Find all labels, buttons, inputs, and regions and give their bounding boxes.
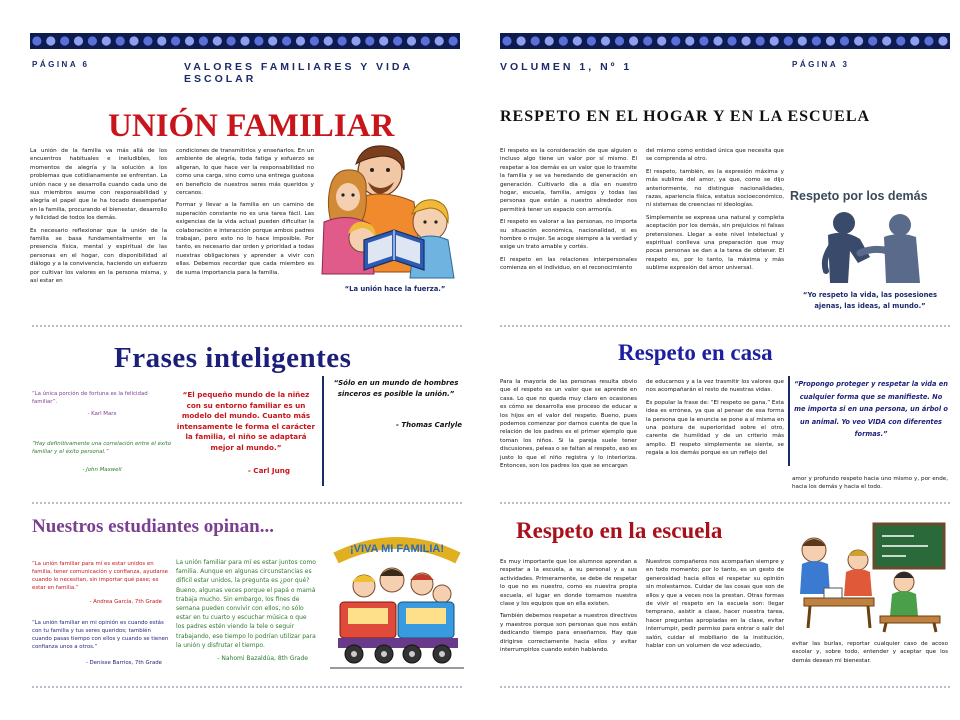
hogar-col2-paragraph: del mismo como entidad única que necesita que se comprenda al otro. [646, 148, 784, 163]
union-column-1 [30, 147, 167, 290]
section-divider [500, 502, 950, 504]
section-divider [500, 686, 950, 688]
union-col2-paragraph: Formar y llevar a la familia en un camino de superación constante no es una tarea fácil. Las exigencias de la vida actual pueden dificultar la colaboración e interacción porque ambos padres trabajan, pero esto no lo hace imposible. Por tanto, es necesario dar orden y prioridad a todas nuestras obligaciones y aprender a vivir con ellas. Debemos recordar que cada miembro es de suma importancia para la familia. [176, 202, 314, 276]
decorative-dots-bar [30, 33, 460, 49]
banner-text: ¡VIVA MI FAMILIA! [349, 543, 445, 555]
decorative-dot [157, 36, 166, 45]
casa-col1-paragraph: Para la mayoría de las personas resulta obvio que el respeto es un valor que se aprende en casa. Lo que no queda muy claro en ocasiones es cómo se desarrolla ese proceso de educar a los hijos en el valor del respeto. Bueno, pues podemos comenzar por darnos cuenta de que la relación de los padres es el primer ejemplo que toman los niños. Si la pareja suele tener discusiones, peleas o se faltan al respeto, eso es justo lo que el niño registra y lo interioriza. Entonces, son los padres los que se encargan [500, 379, 637, 470]
decorative-dot [449, 36, 458, 45]
decorative-dot [282, 36, 291, 45]
decorative-dot [60, 36, 69, 45]
decorative-dot [379, 36, 388, 45]
quote-author: - Karl Marx [87, 411, 117, 417]
quote-author: - Thomas Carlyle [396, 421, 462, 429]
decorative-dot [338, 36, 347, 45]
casa-column-2 [646, 378, 784, 462]
decorative-dot [185, 36, 194, 45]
escuela-col1-paragraph: Es muy importante que los alumnos aprendan a respetar a la escuela, a su personal y a sus actividades. Primeramente, se debe de respetar lo que no es nuestro, como es nuestra propia escuela, el lugar en donde tomamos nuestra clase y los equipos que en ella existen. [500, 559, 637, 608]
decorative-dot [573, 36, 582, 45]
decorative-dot [32, 36, 41, 45]
decorative-dot [629, 36, 638, 45]
decorative-dot [502, 36, 511, 45]
opinion-author: - Andrea García, 7th Grade [89, 599, 162, 605]
decorative-dot [143, 36, 152, 45]
casa-col2-paragraph: Es popular la frase de: “El respeto se gana.” Esta idea es errónea, ya que al pensar de esa forma la persona que la enuncia se pone a sí misma en una postura de superioridad sobre el otro, carente de humildad y de un criterio más amplio. El respeto simplemente se siente, se regala a los demás porque es un reflejo del [646, 399, 784, 457]
decorative-dot [840, 36, 849, 45]
decorative-dot [882, 36, 891, 45]
casa-pull-quote: “Propongo proteger y respetar la vida en cualquier forma que se manifieste. No me importa si en una persona, un árbol o un animal. Yo veo VIDA con diferentes formas.” [794, 380, 948, 439]
vertical-rule [322, 376, 324, 486]
section-divider [32, 325, 462, 327]
decorative-dot [770, 36, 779, 45]
quote-author: - John Maxwell [82, 467, 122, 473]
decorative-dot [74, 36, 83, 45]
decorative-dot [324, 36, 333, 45]
decorative-dot [199, 36, 208, 45]
decorative-dot [545, 36, 554, 45]
hogar-caption: “Yo respeto la vida, las posesiones ajenas, las ideas, al mundo.” [802, 291, 938, 310]
opinion-text: “La unión familiar para mí es estar unidos en familia, tener comunicación y confianza, ayudarse cuando lo necesitan, sin importar qué pase; es estar en familia.” [32, 561, 169, 591]
decorative-dot [240, 36, 249, 45]
union-familiar-title: UNIÓN FAMILIAR [108, 108, 395, 144]
decorative-dot [310, 36, 319, 45]
escuela-column-1 [500, 558, 637, 658]
vertical-rule [788, 376, 790, 466]
decorative-dot [615, 36, 624, 45]
decorative-dot [896, 36, 905, 45]
hogar-col1-paragraph: El respeto es la consideración de que alguien o incluso algo tiene un valor por sí mismo. El respetar a los demás es un valor que lo trasmite la familia y se va heredando de generación en generación. Cultivarlo día a día en nuestro hogar, escuela, familia, amigos y todas las personas que están a nuestro alrededor nos permitirá tener un espacio con armonía. [500, 148, 637, 213]
decorative-dot [713, 36, 722, 45]
left-page [0, 0, 472, 720]
decorative-dot [854, 36, 863, 45]
section-divider [32, 686, 462, 688]
quote-carl-jung [176, 390, 316, 476]
decorative-dot [784, 36, 793, 45]
decorative-dot [868, 36, 877, 45]
quote-john-maxwell [32, 440, 172, 474]
decorative-dot [812, 36, 821, 45]
hogar-col2-paragraph: El respeto, también, es la expresión máxima y más sublime del amor, ya que, como se dijo anteriormente, no distingue nacionalidades, razas, apariencia física, estatus socioeconómico, ni sistemas de creencias ni ideologías. [646, 168, 784, 209]
quote-karl-marx [32, 390, 172, 418]
page-gutter [472, 0, 488, 720]
union-column-2 [176, 147, 314, 281]
section-divider [32, 502, 462, 504]
decorative-dot [213, 36, 222, 45]
respeto-casa-title: Respeto en casa [618, 340, 773, 365]
family-reading-illustration [318, 142, 464, 282]
section-divider [500, 325, 950, 327]
decorative-dot [365, 36, 374, 45]
decorative-dot [587, 36, 596, 45]
decorative-dot [559, 36, 568, 45]
decorative-dot [351, 36, 360, 45]
decorative-dot [296, 36, 305, 45]
decorative-dot [531, 36, 540, 45]
casa-column-3 [792, 475, 948, 496]
union-col2-paragraph: condiciones de transmitirlos y enseñarlos. En un ambiente de alegría, toda fatiga y esfuerzo se aligeran, lo que hace ver la responsabilidad no como una carga, sino como una entrega gustosa en beneficio de nuestros seres más queridos y cercanos. [176, 148, 314, 197]
decorative-dot [685, 36, 694, 45]
hogar-col2-paragraph: Simplemente se expresa una natural y completa aceptación por los demás, sin prejuicios ni falsas pretensiones. Llegar a este nivel intelectual y espiritual conlleva una preparación que muy pocas personas se dan a la tarea de obtener. El respeto es, por lo tanto, la máxima y más sublime expresión del amor universal. [646, 214, 784, 272]
escuela-column-2 [646, 558, 784, 654]
union-caption: “La unión hace la fuerza.” [344, 285, 446, 293]
opinion-text: “La unión familiar en mi opinión es cuando estás con tu familia y tus seres queridos; también cuando pasas tiempo con ellos y cuando se tienen confianza unos a otros.” [32, 620, 169, 650]
escuela-col3-paragraph: evitar las burlas, reportar cualquier caso de acoso escolar y, sobre todo, entender y aceptar que los demás desean mi bienestar. [792, 641, 948, 664]
decorative-dot [268, 36, 277, 45]
viva-mi-familia-illustration [330, 528, 464, 678]
decorative-dots-bar [500, 33, 950, 49]
decorative-dot [938, 36, 947, 45]
respeto-escuela-title: Respeto en la escuela [516, 518, 723, 543]
page-number-left: PÁGINA 6 [32, 60, 90, 69]
decorative-dot [393, 36, 402, 45]
opinion-text: La unión familiar para mí es estar juntos como familia. Aunque en algunas circunstancias es difícil estar unidos, la pregunta es ¿por qué? Bueno, algunas veces porque el papá o mamá trabaja mucho. Sin embargo, los fines de semana pueden convivir con ellos, no sólo estar en tu cuarto y escuchar música o que los padres estén viendo la tele o seguir trabajando, ese tiempo lo podrían utilizar para la unión y disfrutar el tiempo. [176, 559, 316, 649]
student-opinion-denisse [32, 619, 172, 667]
decorative-dot [699, 36, 708, 45]
decorative-dot [826, 36, 835, 45]
decorative-dot [46, 36, 55, 45]
quote-text: “Sólo en un mundo de hombres sinceros es posible la unión.” [333, 379, 459, 398]
decorative-dot [742, 36, 751, 45]
volume-header: VOLUMEN 1, Nº 1 [500, 61, 633, 73]
frases-title: Frases inteligentes [114, 342, 352, 374]
quote-thomas-carlyle [330, 378, 462, 431]
decorative-dot [171, 36, 180, 45]
union-col1-paragraph: La unión de la familia va más allá de los encuentros habituales e ineludibles, los momentos de alegría y la solución a los problemas que cotidianamente se enfrentan. La unión nace y se desarrolla cuando cada uno de sus miembros asume con responsabilidad y alegría el papel que le ha tocado desempeñar en la familia, procurando el bienestar, desarrollo y felicidad de todos los demás. [30, 148, 167, 222]
casa-col3-paragraph: amor y profundo respeto hacia uno mismo y, por ende, hacia los demás y hacia el todo. [792, 476, 948, 491]
right-page [488, 0, 960, 720]
decorative-dot [924, 36, 933, 45]
respeto-hogar-title: RESPETO EN EL HOGAR Y EN LA ESCUELA [500, 108, 871, 125]
decorative-dot [756, 36, 765, 45]
union-col1-paragraph: Es necesario reflexionar que la unión de la familia se basa fundamentalmente en la presencia física, mental y espiritual de las personas en el hogar, con disponibilidad al diálogo y a la convivencia, haciendo un esfuerzo por cultivar los valores en la persona misma, y así estar en [30, 227, 167, 285]
page-number-right: PÁGINA 3 [792, 60, 850, 69]
escuela-col2-paragraph: Nuestros compañeros nos acompañan siempre y en todo momento; por lo tanto, es un gesto de generosidad hacia ellos el respetar su opinión sin molestarnos. Cuidar de las cosas que son de ellos y que a veces nos la prestan. Otras formas de vivir el respeto en la escuela son: llegar temprano, asistir a clase, hacer nuestra tarea, hacer preguntas apropiadas en la clase, evitar interrumpir, pedir permiso para entrar o salir del salón, cuidar el mobiliario de la institución, hablar con un volumen de voz adecuado, [646, 559, 784, 650]
decorative-dot [227, 36, 236, 45]
casa-col2-paragraph: de educarnos y a la vez trasmitir los valores que nos acompañarán el resto de nuestras vidas. [646, 379, 784, 394]
quote-text: “Hay definitivamente una correlación entre el éxito familiar y el éxito personal.” [32, 441, 172, 455]
estudiantes-title: Nuestros estudiantes opinan... [32, 516, 274, 537]
casa-column-1 [500, 378, 637, 474]
escuela-col1-paragraph: También debemos respetar a nuestros directivos y maestros porque son personas que nos están dedicando tiempo para enseñarnos. Hay que dirigirse correctamente hacia ellos y evitar interrumpirlos cuando estén hablando. [500, 613, 637, 654]
hogar-column-2 [646, 147, 784, 277]
decorative-dot [727, 36, 736, 45]
decorative-dot [671, 36, 680, 45]
decorative-dot [421, 36, 430, 45]
decorative-dot [407, 36, 416, 45]
decorative-dot [102, 36, 111, 45]
decorative-dot [435, 36, 444, 45]
respeto-demas-image-title: Respeto por los demás [790, 189, 928, 203]
quote-text: “El pequeño mundo de la niñez con su entorno familiar es un modelo del mundo. Cuanto más intensamente le forma el carácter la familia, el niño se adaptará mejor al mundo.” [176, 390, 316, 452]
decorative-dot [643, 36, 652, 45]
hogar-column-1 [500, 147, 637, 277]
decorative-dot [88, 36, 97, 45]
student-opinion-andrea [32, 560, 172, 606]
decorative-dot [116, 36, 125, 45]
decorative-dot [910, 36, 919, 45]
escuela-column-3 [792, 640, 948, 669]
respeto-demas-illustration [804, 205, 944, 285]
quote-author: - Carl Jung [247, 465, 290, 475]
decorative-dot [798, 36, 807, 45]
decorative-dot [254, 36, 263, 45]
decorative-dot [657, 36, 666, 45]
hogar-col1-paragraph: El respeto es valorar a las personas, no importa su situación económica, nacionalidad, si es hombre o mujer. Se acoge siempre a la verdad y exige un trato amable y cortés. [500, 219, 637, 251]
quote-text: “La única porción de fortuna es la felicidad familiar”. [32, 391, 148, 405]
decorative-dot [517, 36, 526, 45]
classroom-illustration [794, 520, 950, 634]
student-opinion-nahomi [176, 558, 316, 663]
decorative-dot [601, 36, 610, 45]
hogar-col1-paragraph: El respeto en las relaciones interpersonales comienza en el individuo, en el reconocimiento [500, 256, 637, 272]
section-header: VALORES FAMILIARES Y VIDA ESCOLAR [184, 61, 413, 85]
opinion-author: - Nahomi Bazaldúa, 8th Grade [217, 655, 308, 663]
decorative-dot [129, 36, 138, 45]
opinion-author: - Denisse Barrios, 7th Grade [85, 660, 162, 666]
